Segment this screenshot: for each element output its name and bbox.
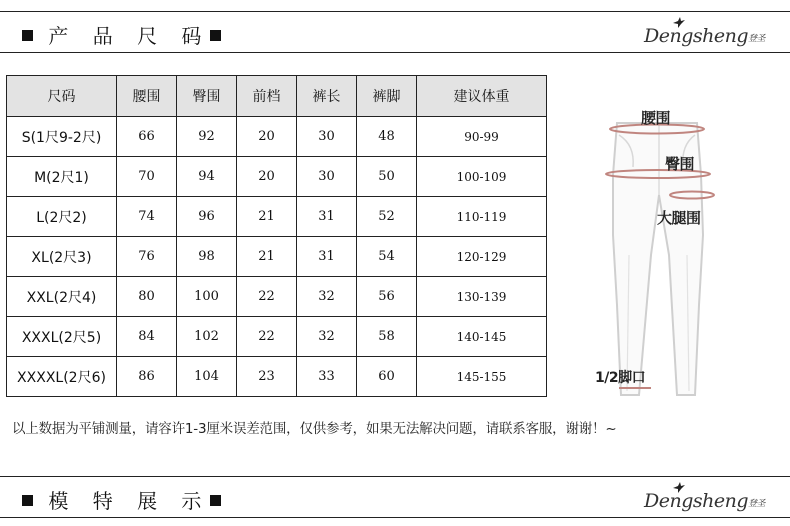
table-cell: 60 <box>357 357 417 397</box>
table-cell: 30 <box>297 117 357 157</box>
table-cell: 86 <box>117 357 177 397</box>
column-header: 腰围 <box>117 76 177 117</box>
brand-name: Dengsheng <box>644 490 749 512</box>
pants-measurement-diagram <box>585 95 745 405</box>
table-cell: 100 <box>177 277 237 317</box>
table-cell: 52 <box>357 197 417 237</box>
column-header: 尺码 <box>7 76 117 117</box>
table-cell: 102 <box>177 317 237 357</box>
table-cell: 56 <box>357 277 417 317</box>
pants-outline-icon <box>585 95 745 405</box>
table-cell: 20 <box>237 157 297 197</box>
table-cell: 33 <box>297 357 357 397</box>
square-bullet-icon <box>22 30 33 41</box>
table-cell: XL(2尺3) <box>7 237 117 277</box>
table-cell: 76 <box>117 237 177 277</box>
table-cell: 94 <box>177 157 237 197</box>
section-title <box>22 485 221 514</box>
hip-marker-icon <box>603 167 713 181</box>
column-header: 前档 <box>237 76 297 117</box>
brand-name: Dengsheng <box>644 25 749 47</box>
table-cell: 145-155 <box>417 357 547 397</box>
table-cell: 50 <box>357 157 417 197</box>
table-cell: 31 <box>297 237 357 277</box>
table-cell: 30 <box>297 157 357 197</box>
table-cell: 66 <box>117 117 177 157</box>
table-cell: L(2尺2) <box>7 197 117 237</box>
table-cell: 74 <box>117 197 177 237</box>
table-row <box>7 237 547 277</box>
table-cell: XXXXL(2尺6) <box>7 357 117 397</box>
table-cell: 70 <box>117 157 177 197</box>
table-cell: 58 <box>357 317 417 357</box>
thigh-marker-icon <box>667 189 717 201</box>
brand-name-cn: 登圣 <box>748 499 766 509</box>
table-cell: 120-129 <box>417 237 547 277</box>
brand-name-cn: 登圣 <box>748 34 766 44</box>
table-cell: XXXL(2尺5) <box>7 317 117 357</box>
table-cell: 100-109 <box>417 157 547 197</box>
table-cell: 80 <box>117 277 177 317</box>
column-header: 裤长 <box>297 76 357 117</box>
square-bullet-icon <box>210 30 221 41</box>
table-row <box>7 197 547 237</box>
table-cell: 32 <box>297 277 357 317</box>
square-bullet-icon <box>210 495 221 506</box>
section-title <box>22 20 221 49</box>
table-cell: 22 <box>237 277 297 317</box>
table-cell: 32 <box>297 317 357 357</box>
brand-logo <box>644 17 766 49</box>
table-cell: 48 <box>357 117 417 157</box>
table-row <box>7 277 547 317</box>
table-cell: 104 <box>177 357 237 397</box>
table-cell: 140-145 <box>417 317 547 357</box>
table-cell: 98 <box>177 237 237 277</box>
section-title-text: 产 品 尺 码 <box>48 24 211 48</box>
table-cell: 92 <box>177 117 237 157</box>
size-table <box>6 75 547 397</box>
section-header-size <box>0 11 790 53</box>
table-cell: 22 <box>237 317 297 357</box>
table-cell: 21 <box>237 237 297 277</box>
table-cell: S(1尺9-2尺) <box>7 117 117 157</box>
column-header: 臀围 <box>177 76 237 117</box>
table-row <box>7 117 547 157</box>
column-header: 裤脚 <box>357 76 417 117</box>
table-cell: 20 <box>237 117 297 157</box>
table-row <box>7 157 547 197</box>
table-cell: 31 <box>297 197 357 237</box>
table-cell: 90-99 <box>417 117 547 157</box>
measurement-note: 以上数据为平铺测量，请容许1-3厘米误差范围，仅供参考，如果无法解决问题，请联系客服，谢谢！~ <box>12 421 617 437</box>
section-title-text: 模 特 展 示 <box>48 489 211 513</box>
section-header-model <box>0 476 790 518</box>
hip-label: 臀围 <box>665 155 695 173</box>
column-header: 建议体重 <box>417 76 547 117</box>
table-cell: XXL(2尺4) <box>7 277 117 317</box>
table-cell: 23 <box>237 357 297 397</box>
hem-label: 1/2脚口 <box>595 370 646 386</box>
table-row <box>7 317 547 357</box>
table-cell: 110-119 <box>417 197 547 237</box>
table-cell: 130-139 <box>417 277 547 317</box>
square-bullet-icon <box>22 495 33 506</box>
table-header-row <box>7 76 547 117</box>
table-row <box>7 357 547 397</box>
table-cell: 21 <box>237 197 297 237</box>
brand-logo <box>644 482 766 514</box>
table-cell: M(2尺1) <box>7 157 117 197</box>
waist-label: 腰围 <box>641 109 671 127</box>
table-cell: 84 <box>117 317 177 357</box>
thigh-label: 大腿围 <box>657 209 701 227</box>
table-cell: 54 <box>357 237 417 277</box>
table-cell: 96 <box>177 197 237 237</box>
